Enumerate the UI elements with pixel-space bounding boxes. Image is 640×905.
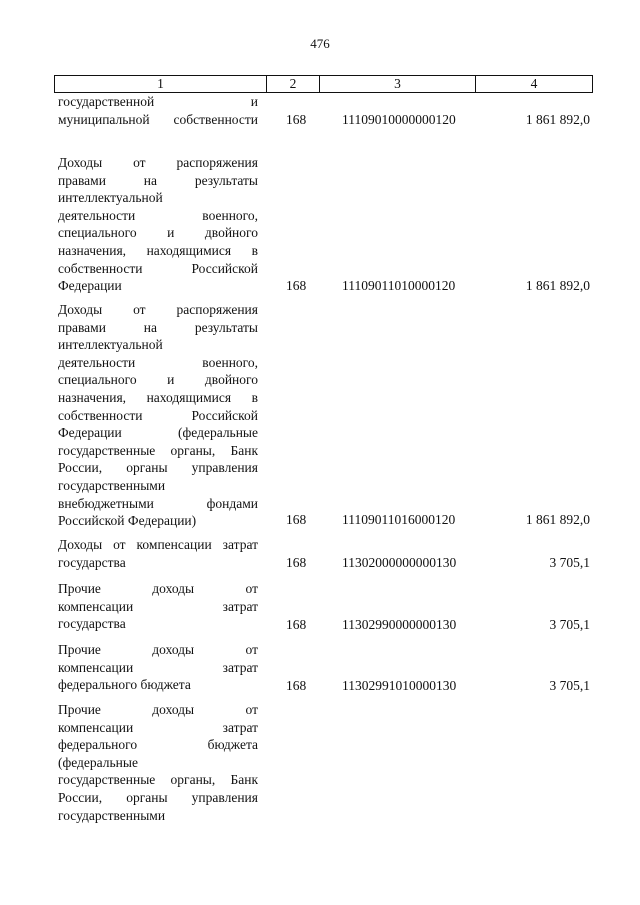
description-line: компенсации затрат xyxy=(58,719,258,735)
row-description xyxy=(58,93,258,128)
row-code: 168 xyxy=(286,678,307,693)
description-line: России, органы управления xyxy=(58,789,258,805)
description-line: деятельности военного, xyxy=(58,207,258,223)
description-line: интеллектуальной xyxy=(58,337,163,353)
header-col-2: 2 xyxy=(266,76,319,92)
description-line: компенсации затрат xyxy=(58,659,258,675)
description-line: Федерации xyxy=(58,278,122,294)
row-amount: 3 705,1 xyxy=(549,617,590,632)
description-line: Прочие доходы от xyxy=(58,702,258,717)
row-description xyxy=(58,301,258,530)
row-amount: 1 861 892,0 xyxy=(525,512,590,527)
description-line: государства xyxy=(58,616,126,632)
description-line: государственные органы, Банк xyxy=(58,772,258,788)
page-number: 476 xyxy=(310,36,330,51)
description-line: Доходы от распоряжения xyxy=(58,302,258,317)
description-line: муниципальной собственности xyxy=(58,111,258,127)
description-line: специального и двойного xyxy=(58,372,258,388)
description-line: государственной и xyxy=(58,94,258,109)
row-amount: 1 861 892,0 xyxy=(525,112,590,127)
description-line: компенсации затрат xyxy=(58,598,258,614)
description-line: государства xyxy=(58,554,126,570)
description-line: федерального бюджета xyxy=(58,677,191,693)
header-col-1: 1 xyxy=(157,76,164,91)
description-line: деятельности военного, xyxy=(58,354,258,370)
header-col-4: 4 xyxy=(475,76,592,92)
row-code: 168 xyxy=(286,555,307,570)
description-line: собственности Российской xyxy=(58,407,258,423)
row-code: 168 xyxy=(286,278,307,293)
description-line: государственными xyxy=(58,477,166,493)
description-line: федерального бюджета xyxy=(58,737,258,753)
description-line: Доходы от компенсации затрат xyxy=(58,537,258,552)
row-description xyxy=(58,701,258,824)
row-code: 168 xyxy=(286,112,307,127)
description-line: Российской Федерации) xyxy=(58,513,197,529)
row-description xyxy=(58,580,258,633)
row-kbk: 11302990000000130 xyxy=(342,617,457,632)
description-line: внебюджетными фондами xyxy=(58,495,258,511)
row-code: 168 xyxy=(286,512,307,527)
description-line: интеллектуальной xyxy=(58,190,163,206)
description-line: назначения, находящимися в xyxy=(58,242,258,258)
row-kbk: 11109011010000120 xyxy=(342,278,456,293)
description-line: государственными xyxy=(58,807,166,823)
row-amount: 3 705,1 xyxy=(549,678,590,693)
row-kbk: 11109010000000120 xyxy=(342,112,456,127)
row-kbk: 11109011016000120 xyxy=(342,512,456,527)
description-line: России, органы управления xyxy=(58,460,258,476)
description-line: назначения, находящимися в xyxy=(58,389,258,405)
description-line: Прочие доходы от xyxy=(58,642,258,657)
description-line: собственности Российской xyxy=(58,260,258,276)
row-amount: 1 861 892,0 xyxy=(525,278,590,293)
row-code: 168 xyxy=(286,617,307,632)
description-line: (федеральные xyxy=(58,754,138,770)
row-description xyxy=(58,536,258,571)
row-description xyxy=(58,641,258,694)
description-line: Доходы от распоряжения xyxy=(58,155,258,170)
description-line: специального и двойного xyxy=(58,225,258,241)
row-description xyxy=(58,154,258,295)
description-line: Прочие доходы от xyxy=(58,581,258,596)
description-line: правами на результаты xyxy=(58,319,258,335)
table-header xyxy=(54,75,593,93)
description-line: государственные органы, Банк xyxy=(58,442,258,458)
row-amount: 3 705,1 xyxy=(549,555,590,570)
row-kbk: 11302000000000130 xyxy=(342,555,457,570)
description-line: правами на результаты xyxy=(58,172,258,188)
row-kbk: 11302991010000130 xyxy=(342,678,457,693)
description-line: Федерации (федеральные xyxy=(58,425,258,441)
header-col-3: 3 xyxy=(319,76,475,92)
